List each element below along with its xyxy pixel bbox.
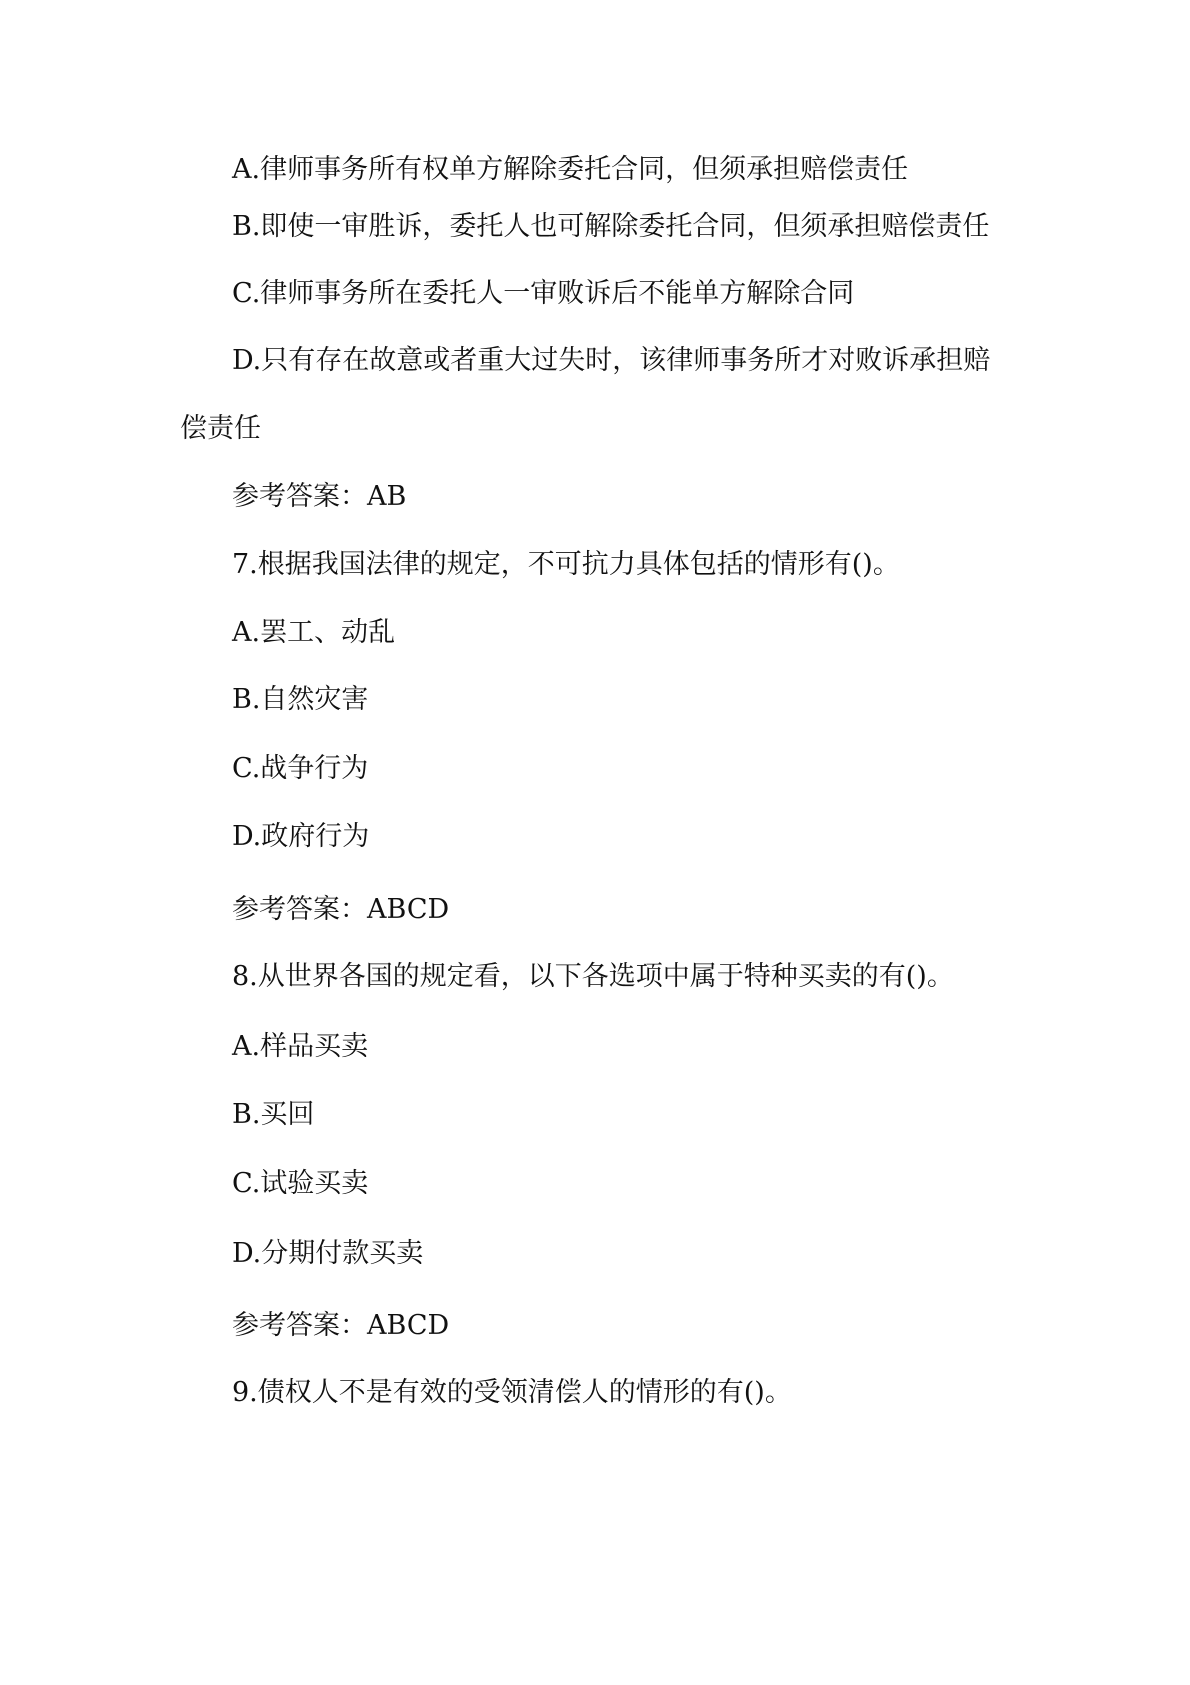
q6-option-c: C.律师事务所在委托人一审败诉后不能单方解除合同	[232, 278, 855, 309]
q7-option-d: D.政府行为	[232, 821, 370, 852]
q7-option-b: B.自然灾害	[232, 684, 369, 715]
q7-option-c: C.战争行为	[232, 753, 369, 784]
q6-option-d-continued: 偿责任	[180, 413, 261, 444]
q7-question: 7.根据我国法律的规定，不可抗力具体包括的情形有()。	[232, 549, 900, 580]
q8-answer: 参考答案：ABCD	[232, 1310, 450, 1341]
q7-answer: 参考答案：ABCD	[232, 894, 450, 925]
q6-option-d: D.只有存在故意或者重大过失时，该律师事务所才对败诉承担赔	[232, 345, 991, 376]
q7-option-a: A.罢工、动乱	[232, 617, 396, 648]
q8-question: 8.从世界各国的规定看，以下各选项中属于特种买卖的有()。	[232, 961, 954, 992]
q8-option-d: D.分期付款买卖	[232, 1238, 424, 1269]
q8-option-c: C.试验买卖	[232, 1168, 369, 1199]
q6-answer: 参考答案：AB	[232, 481, 407, 512]
q6-option-b: B.即使一审胜诉，委托人也可解除委托合同，但须承担赔偿责任	[232, 211, 990, 242]
q8-option-b: B.买回	[232, 1099, 315, 1130]
q6-option-a: A.律师事务所有权单方解除委托合同，但须承担赔偿责任	[232, 154, 909, 185]
q8-option-a: A.样品买卖	[232, 1031, 369, 1062]
q9-question: 9.债权人不是有效的受领清偿人的情形的有()。	[232, 1377, 792, 1408]
